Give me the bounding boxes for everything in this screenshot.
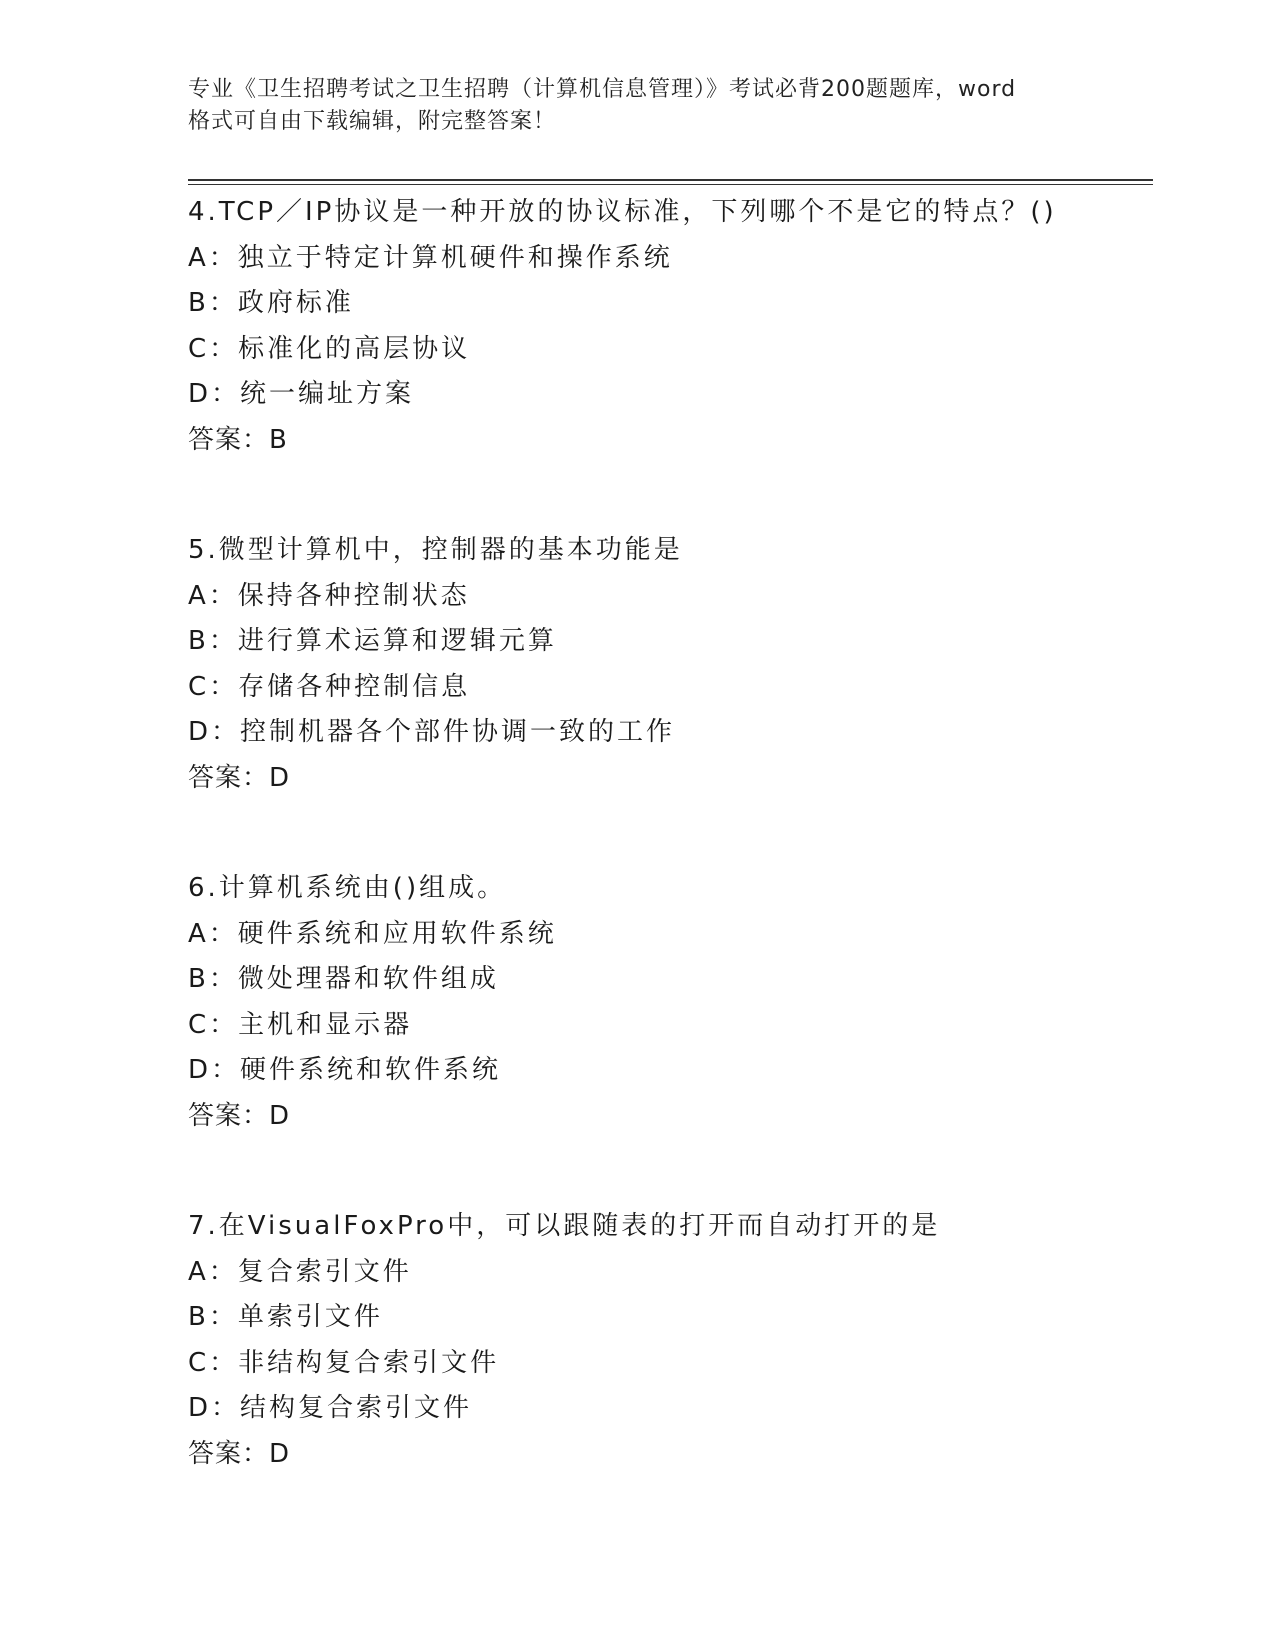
option-d: D：统一编址方案 [188, 379, 415, 409]
option-b: B：进行算术运算和逻辑元算 [188, 626, 557, 656]
header-divider-thin [188, 184, 1153, 185]
question-4 [188, 190, 1148, 463]
question-7 [188, 1204, 1148, 1477]
question-text: 6.计算机系统由()组成。 [188, 873, 507, 903]
header-line-2: 格式可自由下载编辑，附完整答案！ [188, 109, 557, 134]
option-c: C：存储各种控制信息 [188, 671, 471, 702]
option-a: A：复合索引文件 [188, 1256, 412, 1287]
header-divider-thick [188, 179, 1153, 181]
question-text: 5.微型计算机中，控制器的基本功能是 [188, 535, 683, 565]
option-c: C：标准化的高层协议 [188, 333, 471, 364]
header-line-1: 专业《卫生招聘考试之卫生招聘（计算机信息管理）》考试必背200题题库，word [188, 77, 1017, 102]
option-a: A：硬件系统和应用软件系统 [188, 918, 557, 949]
document-header [188, 74, 1088, 138]
question-list [188, 190, 1148, 1542]
question-6 [188, 866, 1148, 1139]
question-text: 4.TCP／IP协议是一种开放的协议标准，下列哪个不是它的特点？() [188, 197, 1057, 227]
option-d: D：结构复合索引文件 [188, 1393, 473, 1423]
option-b: B：政府标准 [188, 288, 354, 318]
answer: 答案：D [188, 1438, 291, 1469]
option-b: B：微处理器和软件组成 [188, 964, 499, 994]
option-c: C：主机和显示器 [188, 1009, 413, 1040]
answer: 答案：B [188, 424, 288, 455]
answer: 答案：D [188, 762, 291, 793]
answer: 答案：D [188, 1100, 291, 1131]
question-5 [188, 528, 1148, 801]
option-a: A：保持各种控制状态 [188, 580, 470, 611]
option-c: C：非结构复合索引文件 [188, 1347, 500, 1378]
option-a: A：独立于特定计算机硬件和操作系统 [188, 242, 673, 273]
option-d: D：控制机器各个部件协调一致的工作 [188, 717, 676, 747]
option-d: D：硬件系统和软件系统 [188, 1055, 502, 1085]
option-b: B：单索引文件 [188, 1302, 383, 1332]
question-text: 7.在VisualFoxPro中，可以跟随表的打开而自动打开的是 [188, 1211, 941, 1241]
